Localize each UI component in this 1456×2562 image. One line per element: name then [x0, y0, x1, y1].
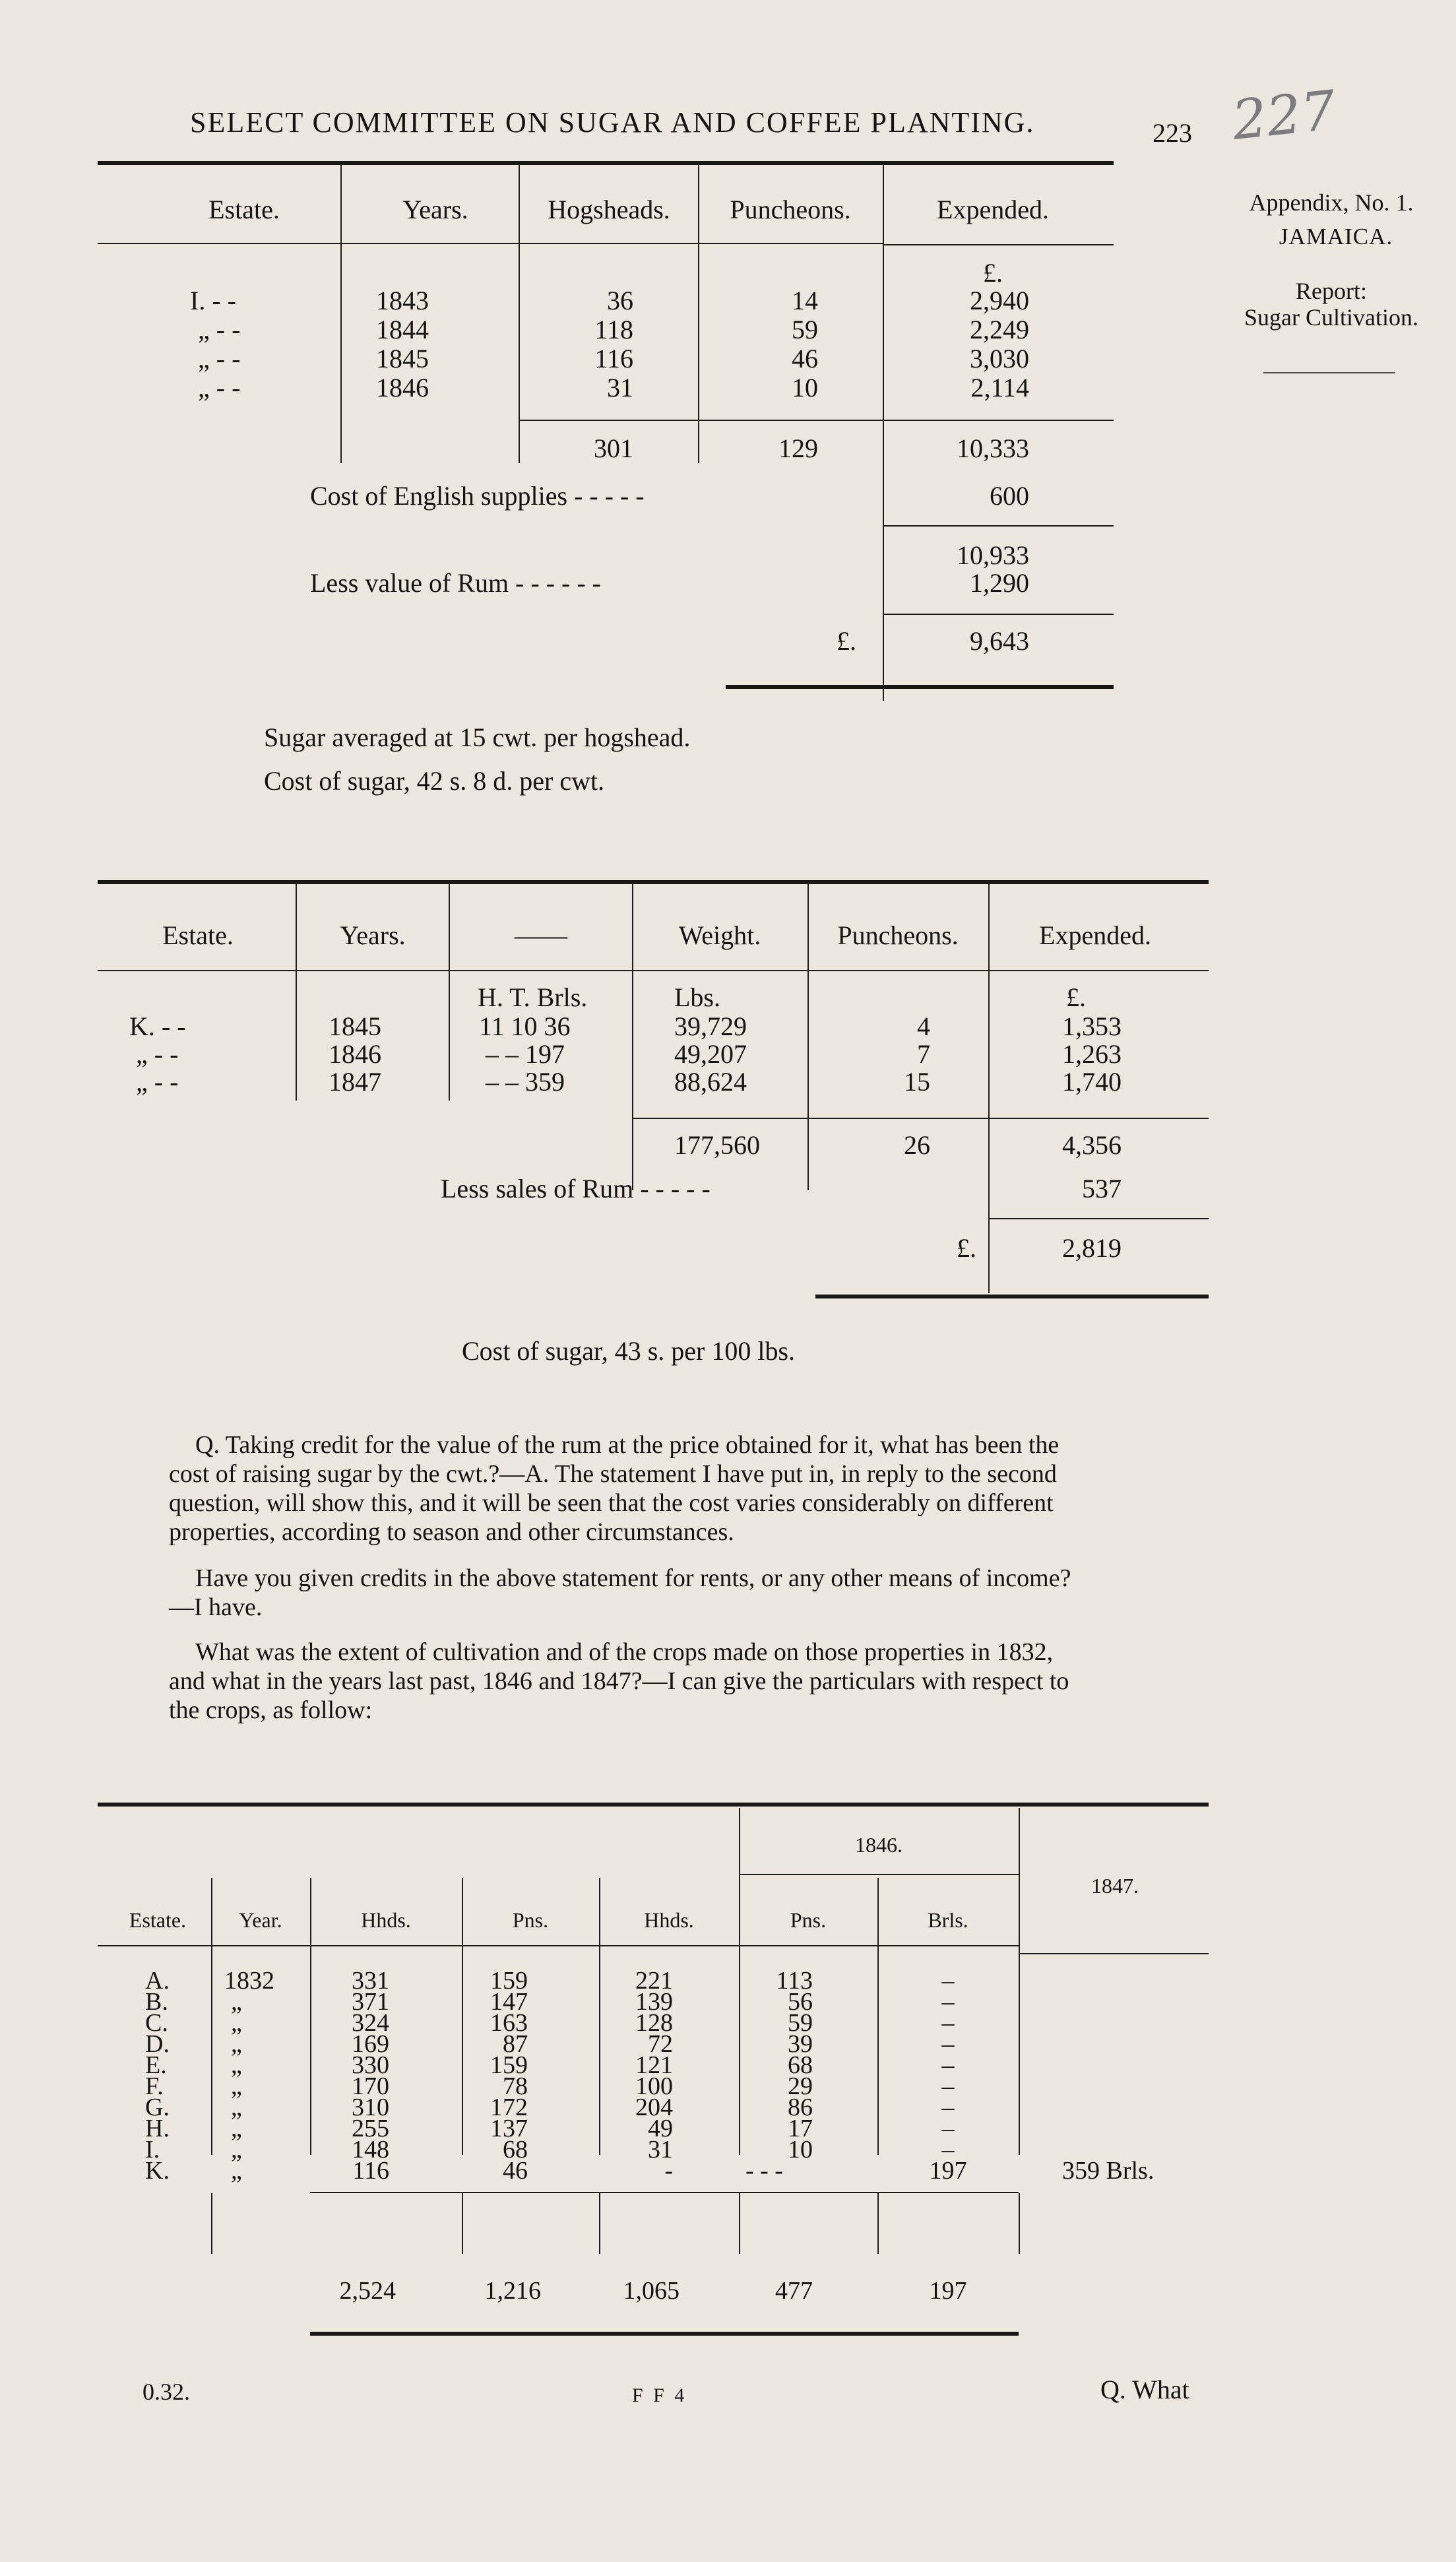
sidenote-rule	[1263, 372, 1395, 373]
footer-signature: F F 4	[632, 2385, 687, 2406]
table3-col-divider	[1019, 2193, 1020, 2254]
table3-total-rule	[310, 2192, 1019, 2193]
text-line: —I have.	[169, 1593, 263, 1621]
text-line: Have you given credits in the above statement for rents, or any other means of income?	[195, 1564, 1071, 1592]
table3-header-pns-1846: Pns.	[790, 1908, 827, 1932]
table2-header-rule	[98, 970, 1209, 971]
table2-total-lbs: 177,560	[674, 1130, 760, 1160]
table3-pns32-cell: 172	[490, 2094, 528, 2121]
table2-year-cell: 1847	[329, 1067, 381, 1097]
table3-pns46-cell: 17	[788, 2115, 813, 2142]
table1-pns-cell: 46	[792, 344, 818, 373]
table3-pns46-cell: 29	[788, 2072, 813, 2100]
table3-total-hhds-1846: 1,065	[623, 2277, 680, 2305]
table3-header-hhds-1846: Hhds.	[644, 1908, 694, 1932]
table1-hhds-cell: 118	[594, 315, 633, 344]
table2-header-puncheons: Puncheons.	[837, 920, 959, 950]
table3-year-cell: „	[231, 2072, 242, 2100]
table1-header-years: Years.	[402, 195, 468, 224]
table3-total-pns-1832: 1,216	[484, 2277, 541, 2305]
table2-final-rule	[988, 1218, 1209, 1219]
table3-estate-cell: F.	[145, 2072, 164, 2100]
table3-hhds46-cell: 128	[635, 2009, 673, 2037]
table2-col-divider	[296, 884, 297, 1101]
sugar-cost-note-2: Cost of sugar, 43 s. per 100 lbs.	[462, 1336, 796, 1366]
table1-top-rule	[98, 161, 1114, 165]
table2-lbs-cell: 49,207	[674, 1039, 747, 1069]
table3-pns46-cell: 56	[788, 1988, 813, 2016]
table3-estate-cell: B.	[145, 1988, 168, 2016]
table1-estate-cell: „ - -	[198, 315, 241, 344]
table2-bottom-rule	[815, 1295, 1209, 1298]
text-line: cost of raising sugar by the cwt.?—A. The statement I have put in, in reply to the second	[169, 1460, 1057, 1488]
table1-english-supplies: 600	[990, 481, 1029, 511]
table3-hhds32-cell: 255	[352, 2115, 389, 2142]
table2-htb-cell: – – 359	[486, 1067, 565, 1097]
table2-estate-cell: K. - -	[129, 1011, 186, 1041]
table2-pns-cell: 7	[917, 1039, 930, 1069]
table3-hhds32-cell: 330	[352, 2051, 389, 2079]
table2-pns-cell: 4	[917, 1011, 930, 1041]
table3-pns46-cell: 68	[788, 2051, 813, 2079]
table2-currency: £.	[1066, 982, 1086, 1012]
table1-exp-cell: 2,114	[970, 373, 1029, 402]
table1-currency: £.	[983, 258, 1003, 288]
table3-brls46-cell: 197	[929, 2157, 967, 2185]
table3-brls46-cell: –	[941, 2051, 955, 2079]
table3-header-estate: Estate.	[129, 1908, 187, 1932]
table2-total-rule	[632, 1118, 1209, 1119]
table1-header-estate: Estate.	[208, 195, 280, 224]
table3-year-cell: „	[231, 2115, 242, 2142]
table2-total-exp: 4,356	[1062, 1130, 1122, 1160]
table1-exp-cell: 3,030	[970, 344, 1029, 373]
table3-header-brls-1846: Brls.	[928, 1908, 968, 1932]
table2-header-blank: ——	[515, 920, 567, 950]
table3-hhds46-cell: 139	[635, 1988, 673, 2016]
table3-pns32-cell: 137	[490, 2115, 528, 2142]
table1-col-divider	[519, 165, 520, 463]
table3-hhds46-cell: 31	[648, 2136, 673, 2163]
table1-final-currency: £.	[837, 626, 856, 656]
table3-year-cell: „	[231, 2051, 242, 2079]
sugar-cost-note-1: Cost of sugar, 42 s. 8 d. per cwt.	[264, 766, 605, 796]
page-number: 223	[1153, 118, 1192, 148]
table3-pns32-cell: 46	[503, 2157, 528, 2185]
table3-hhds46-cell: 72	[648, 2030, 673, 2058]
table2-htb-cell: – – 197	[486, 1039, 565, 1069]
sidenote-appendix: Appendix, No. 1.	[1249, 189, 1414, 216]
table3-group-1847: 1847.	[1091, 1874, 1139, 1898]
table2-rum-label: Less sales of Rum - - - - -	[441, 1174, 711, 1203]
table2-sub-htbrls: H. T. Brls.	[478, 982, 588, 1012]
table3-year-cell: „	[231, 2136, 242, 2163]
table2-final-currency: £.	[957, 1233, 976, 1263]
table3-pns46-cell: - - -	[745, 2157, 783, 2185]
table1-total-exp: 10,333	[957, 433, 1029, 463]
running-head: SELECT COMMITTEE ON SUGAR AND COFFEE PLANTING.	[190, 106, 1035, 139]
table2-exp-cell: 1,740	[1062, 1067, 1122, 1097]
table2-estate-cell: „ - -	[136, 1067, 179, 1097]
table3-bottom-rule	[310, 2332, 1019, 2336]
table1-total-hhds: 301	[594, 433, 633, 463]
table1-rum: 1,290	[970, 568, 1029, 598]
table3-hhds46-cell: 100	[635, 2072, 673, 2100]
table3-hhds32-cell: 310	[352, 2094, 389, 2121]
table2-sub-lbs: Lbs.	[674, 982, 720, 1012]
table3-year-cell: „	[231, 2157, 242, 2185]
table1-estate-cell: I. - -	[190, 286, 236, 315]
table1-pns-cell: 14	[792, 286, 818, 315]
table3-top-rule	[98, 1803, 1209, 1807]
table1-english-supplies-label: Cost of English supplies - - - - -	[310, 481, 645, 511]
table3-pns32-cell: 159	[490, 2051, 528, 2079]
table3-total-brls-1846: 197	[929, 2277, 967, 2305]
table1-hhds-cell: 31	[607, 373, 633, 402]
table2-final: 2,819	[1062, 1233, 1122, 1263]
table3-estate-cell: G.	[145, 2094, 170, 2121]
table3-hhds32-cell: 371	[352, 1988, 389, 2016]
table3-col-divider	[462, 2193, 463, 2254]
table1-year-cell: 1843	[376, 286, 429, 315]
table3-hhds32-cell: 324	[352, 2009, 389, 2037]
table3-hhds32-cell: 116	[352, 2157, 389, 2185]
table1-bottom-rule	[726, 685, 1114, 689]
table1-total-pns: 129	[778, 433, 818, 463]
table3-pns46-cell: 86	[788, 2094, 813, 2121]
table3-estate-cell: K.	[145, 2157, 170, 2185]
table2-header-estate: Estate.	[162, 920, 234, 950]
table1-total-rule	[519, 420, 1114, 421]
table3-hhds46-cell: -	[664, 2157, 673, 2185]
table3-estate-cell: E.	[145, 2051, 167, 2079]
table1-final-rule	[883, 614, 1114, 615]
table3-estate-cell: I.	[145, 2136, 160, 2163]
table2-header-weight: Weight.	[678, 920, 761, 950]
table3-pns32-cell: 78	[503, 2072, 528, 2100]
text-line: the crops, as follow:	[169, 1696, 373, 1724]
table1-col-divider	[340, 165, 342, 463]
table3-brls46-cell: –	[941, 2094, 955, 2121]
footer-catchword: Q. What	[1100, 2375, 1189, 2404]
table3-group-1846: 1846.	[855, 1833, 902, 1857]
table2-rum: 537	[1082, 1174, 1122, 1203]
table3-header-rule	[98, 1945, 1019, 1946]
table2-year-cell: 1845	[329, 1011, 381, 1041]
table3-hhds32-cell: 331	[352, 1967, 389, 1995]
table1-subtotal-rule	[883, 525, 1114, 527]
table3-brls46-cell: –	[941, 2115, 955, 2142]
table1-estate-cell: „ - -	[198, 344, 241, 373]
footer-sheet-ref: 0.32.	[142, 2379, 190, 2405]
table3-hhds32-cell: 148	[352, 2136, 389, 2163]
table1-year-cell: 1844	[376, 315, 429, 344]
table3-col-divider	[739, 2193, 740, 2254]
table3-year-cell: „	[231, 2009, 242, 2037]
table1-hhds-cell: 36	[607, 286, 633, 315]
paragraph-cultivation-question	[169, 1638, 1214, 1725]
table3-brls46-cell: –	[941, 2136, 955, 2163]
table3-year-cell: „	[231, 1988, 242, 2016]
table3-brls46-cell: –	[941, 1967, 955, 1995]
table2-htb-cell: 11 10 36	[479, 1011, 571, 1041]
table3-pns32-cell: 159	[490, 1967, 528, 1995]
table3-brls46-cell: –	[941, 2009, 955, 2037]
sidenote-sugar-cultivation: Sugar Cultivation.	[1244, 304, 1418, 331]
sugar-average-note: Sugar averaged at 15 cwt. per hogshead.	[264, 722, 691, 752]
table1-header-puncheons: Puncheons.	[730, 195, 851, 224]
table3-header-hhds-1832: Hhds.	[361, 1908, 411, 1932]
table3-year-cell: „	[231, 2094, 242, 2121]
table1-header-rule	[883, 244, 1114, 245]
table3-pns32-cell: 68	[503, 2136, 528, 2163]
table1-subtotal: 10,933	[957, 540, 1029, 570]
table1-header-expended: Expended.	[937, 195, 1049, 224]
table2-exp-cell: 1,263	[1062, 1039, 1122, 1069]
table2-year-cell: 1846	[329, 1039, 381, 1069]
table2-lbs-cell: 39,729	[674, 1011, 747, 1041]
table3-pns32-cell: 147	[490, 1988, 528, 2016]
table3-brls46-cell: –	[941, 1988, 955, 2016]
table2-pns-cell: 15	[904, 1067, 930, 1097]
table3-pns46-cell: 39	[788, 2030, 813, 2058]
table3-col-divider	[211, 2193, 212, 2254]
table3-col-divider	[599, 2193, 600, 2254]
table3-hhds32-cell: 169	[352, 2030, 389, 2058]
text-line: properties, according to season and other circumstances.	[169, 1518, 734, 1546]
table3-header-pns-1832: Pns.	[512, 1908, 549, 1932]
table3-brls46-cell: –	[941, 2030, 955, 2058]
table2-top-rule	[98, 880, 1209, 884]
table1-hhds-cell: 116	[594, 344, 633, 373]
table2-header-expended: Expended.	[1039, 920, 1151, 950]
table3-header-rule	[1019, 1953, 1209, 1954]
table3-estate-cell: A.	[145, 1967, 170, 1995]
table1-year-cell: 1845	[376, 344, 429, 373]
table1-exp-cell: 2,940	[970, 286, 1029, 315]
table3-hhds46-cell: 204	[635, 2094, 673, 2121]
sidenote-jamaica: JAMAICA.	[1279, 224, 1393, 249]
handwritten-folio-number: 227	[1229, 79, 1339, 152]
table2-header-years: Years.	[340, 920, 406, 950]
text-line: What was the extent of cultivation and of the crops made on those properties in 1832,	[195, 1638, 1054, 1666]
table3-pns46-cell: 59	[788, 2009, 813, 2037]
table3-estate-cell: D.	[145, 2030, 170, 2058]
table3-estate-cell: H.	[145, 2115, 170, 2142]
table3-hhds46-cell: 49	[648, 2115, 673, 2142]
table3-hhds46-cell: 121	[635, 2051, 673, 2079]
text-line: question, will show this, and it will be seen that the cost varies considerably on different	[169, 1489, 1054, 1517]
table3-col-divider	[1019, 1808, 1020, 2155]
text-line: Q. Taking credit for the value of the rum at the price obtained for it, what has been the	[195, 1431, 1060, 1459]
table3-year-cell: 1832	[224, 1967, 274, 1995]
paragraph-credits-question	[169, 1564, 1214, 1622]
text-line: and what in the years last past, 1846 and 1847?—I can give the particulars with respect to	[169, 1667, 1069, 1695]
table3-y47-cell: 359 Brls.	[1062, 2157, 1155, 2185]
table1-year-cell: 1846	[376, 373, 429, 402]
sidenote-report: Report:	[1296, 278, 1367, 304]
table1-exp-cell: 2,249	[970, 315, 1029, 344]
table2-estate-cell: „ - -	[136, 1039, 179, 1069]
table3-pns46-cell: 10	[788, 2136, 813, 2163]
table1-pns-cell: 10	[792, 373, 818, 402]
table3-pns32-cell: 163	[490, 2009, 528, 2037]
table3-brls46-cell: –	[941, 2072, 955, 2100]
table2-total-pns: 26	[904, 1130, 930, 1160]
table3-group-rule	[739, 1874, 1019, 1875]
table1-pns-cell: 59	[792, 315, 818, 344]
table3-pns46-cell: 113	[776, 1967, 813, 1995]
table3-col-divider	[877, 2193, 879, 2254]
table3-hhds32-cell: 170	[352, 2072, 389, 2100]
table1-final: 9,643	[970, 626, 1029, 656]
table3-pns32-cell: 87	[503, 2030, 528, 2058]
table3-total-pns-1846: 477	[775, 2277, 813, 2305]
table3-estate-cell: C.	[145, 2009, 168, 2037]
paragraph-cost-question	[169, 1430, 1214, 1547]
table3-hhds46-cell: 221	[635, 1967, 673, 1995]
table2-col-divider	[449, 884, 450, 1101]
table1-header-hogsheads: Hogsheads.	[548, 195, 670, 224]
table3-total-hhds-1832: 2,524	[339, 2277, 396, 2305]
table3-header-year: Year.	[239, 1908, 282, 1932]
table1-header-rule	[98, 243, 883, 244]
table3-year-cell: „	[231, 2030, 242, 2058]
table1-rum-label: Less value of Rum - - - - - -	[310, 568, 601, 598]
table2-lbs-cell: 88,624	[674, 1067, 747, 1097]
table1-estate-cell: „ - -	[198, 373, 241, 402]
table2-exp-cell: 1,353	[1062, 1011, 1122, 1041]
